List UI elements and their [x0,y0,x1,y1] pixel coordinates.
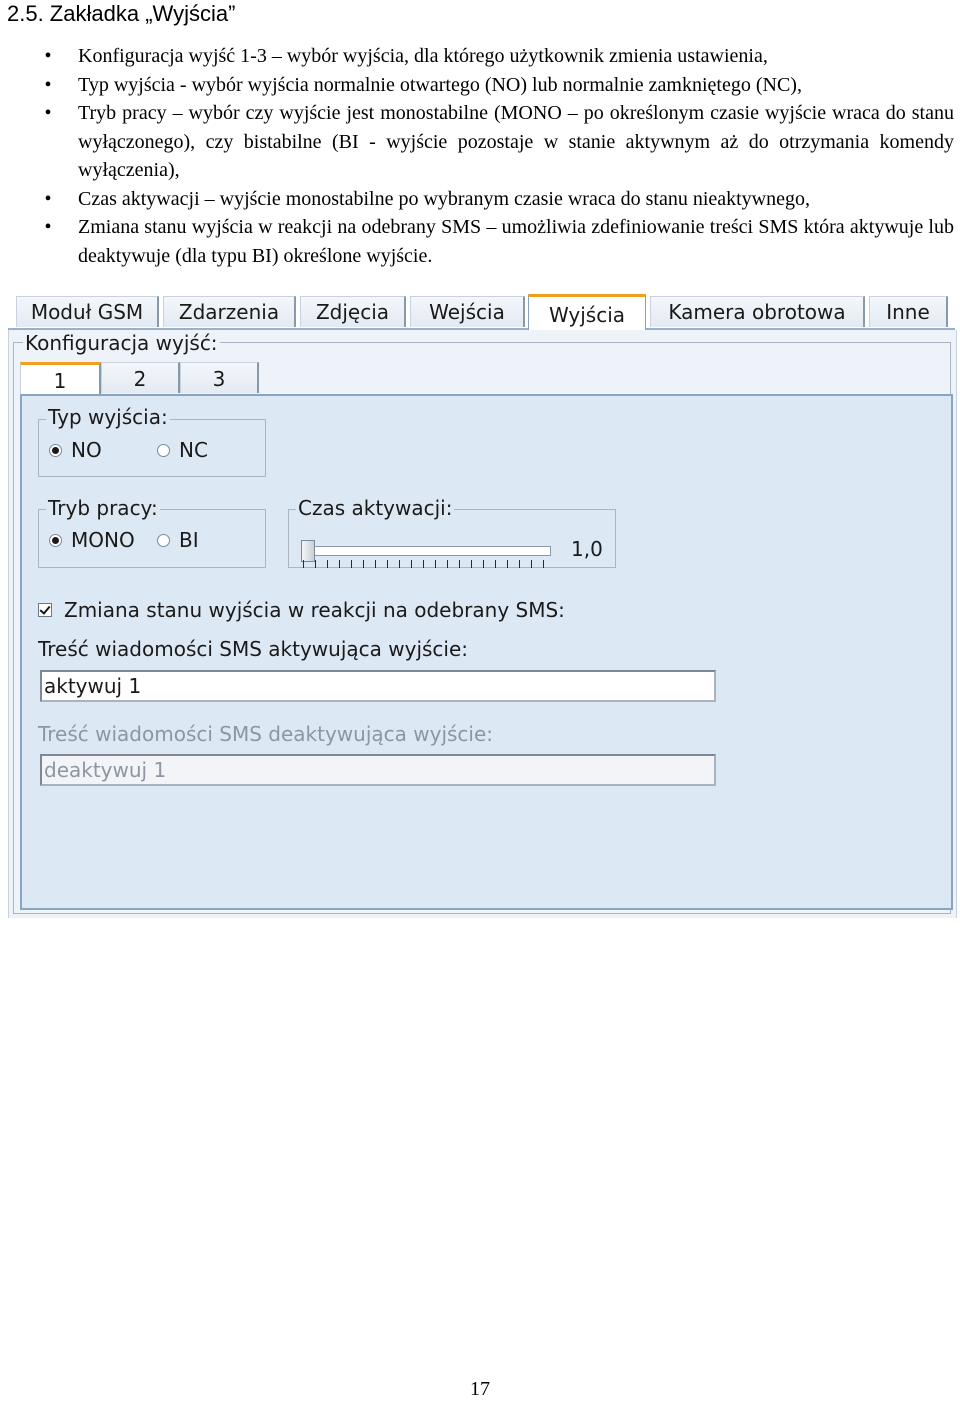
radio-bi-label: BI [179,528,199,552]
radio-nc[interactable] [157,439,208,461]
slider-ticks [303,560,547,568]
checkbox-checked-icon [38,603,52,617]
tab-output-2[interactable]: 2 [101,362,180,393]
bullet-icon: • [44,187,52,210]
tab-photos[interactable]: Zdjęcia [300,296,406,327]
radio-mono-label: MONO [71,528,135,552]
sms-activate-input[interactable]: aktywuj 1 [40,670,716,702]
list-item [0,42,960,71]
bullet-text: Tryb pracy – wybór czy wyjście jest monostabilne (MONO – po określonym czasie wyjście wraca do stanu wyłączonego), czy bistabilne (BI - wyjście pozostaje w stanie aktywnym aż do otrzymania komendy wyłączenia), [78,102,954,181]
activation-time-value: 1,0 [571,537,603,561]
tab-output-1[interactable]: 1 [20,362,101,395]
tab-output-3[interactable]: 3 [180,362,259,393]
radio-unchecked-icon [157,534,170,547]
sms-change-checkbox[interactable] [38,598,565,622]
list-item [0,99,960,185]
radio-mono[interactable] [49,529,135,551]
output-settings-panel [20,394,953,910]
page-number: 17 [470,1378,490,1400]
tab-events[interactable]: Zdarzenia [163,296,296,327]
bullet-text: Zmiana stanu wyjścia w reakcji na odebrany SMS – umożliwia zdefiniowanie treści SMS która aktywuje lub deaktywuje (dla typu BI) określone wyjście. [78,216,954,267]
bullet-icon: • [44,73,52,96]
activation-time-slider-track[interactable] [301,546,551,556]
tab-outputs[interactable]: Wyjścia [528,294,646,331]
radio-no-label: NO [71,438,102,462]
sms-deactivate-label: Treść wiadomości SMS deaktywująca wyjście: [38,722,494,746]
outputs-tab-content [8,330,957,918]
radio-nc-label: NC [179,438,208,462]
tab-inputs[interactable]: Wejścia [410,296,525,327]
bullet-icon: • [44,216,52,238]
bullet-icon: • [44,45,52,67]
activation-time-title: Czas aktywacji: [298,496,453,520]
work-mode-title: Tryb pracy: [48,496,158,520]
radio-no[interactable] [49,439,102,461]
radio-unchecked-icon [157,444,170,457]
tab-gsm-module[interactable]: Moduł GSM [16,296,159,327]
bullet-text: Czas aktywacji – wyjście monostabilne po wybranym czasie wraca do stanu nieaktywnego, [78,187,811,210]
output-type-title: Typ wyjścia: [48,405,168,429]
radio-bi[interactable] [157,529,199,551]
bullet-list [0,42,960,270]
main-tab-bar [8,294,955,330]
sms-deactivate-input: deaktywuj 1 [40,754,716,786]
tab-other[interactable]: Inne [869,296,948,327]
list-item [0,185,960,214]
outputs-settings-screenshot [8,294,955,918]
sms-change-label: Zmiana stanu wyjścia w reakcji na odebrany SMS: [64,598,565,622]
activation-time-slider-thumb[interactable] [301,540,315,562]
list-item [0,213,960,270]
bullet-text: Typ wyjścia - wybór wyjścia normalnie otwartego (NO) lub normalnie zamkniętego (NC), [78,73,802,96]
radio-checked-icon [49,534,62,547]
bullet-text: Konfiguracja wyjść 1-3 – wybór wyjścia, dla którego użytkownik zmienia ustawienia, [78,45,768,67]
section-heading: 2.5. Zakładka „Wyjścia” [7,1,236,26]
sms-activate-label: Treść wiadomości SMS aktywująca wyjście: [38,637,469,661]
tab-rotating-camera[interactable]: Kamera obrotowa [650,296,865,327]
bullet-icon: • [44,102,52,124]
radio-checked-icon [49,444,62,457]
list-item [0,71,960,100]
output-config-title: Konfiguracja wyjść: [25,331,218,355]
